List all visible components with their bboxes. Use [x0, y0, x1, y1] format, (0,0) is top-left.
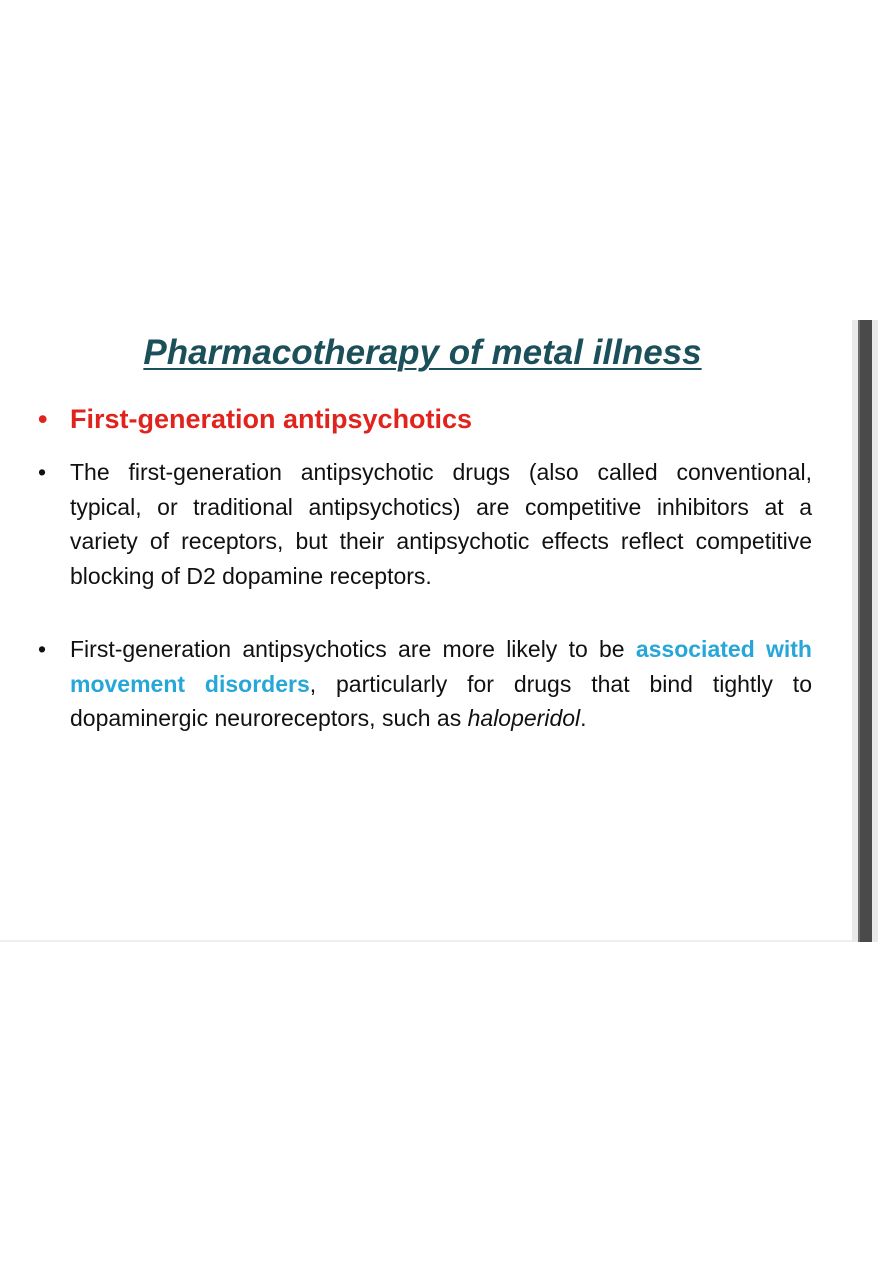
vertical-scrollbar[interactable]: [852, 320, 878, 942]
paragraph-1-text: The first-generation antipsychotic drugs (also called conventional, typical, or traditional antipsychotics) are competitive inhibitors at a variety of receptors, but their antipsychotic effects reflect competitive blocking of D2 dopamine receptors.: [70, 459, 812, 589]
slide-title: Pharmacotherapy of metal illness: [143, 333, 702, 372]
paragraph-2-text-after: .: [580, 705, 587, 731]
paragraph-2-drug-name: haloperidol: [467, 705, 581, 731]
paragraph-2: [38, 632, 812, 736]
paragraph-2-text-before: First-generation antipsychotics are more likely to be: [70, 636, 636, 662]
paragraph-2-highlight: associated with movement disorders: [70, 636, 812, 697]
paragraph-2-bullet: •: [38, 636, 47, 662]
heading-bullet: •: [38, 404, 48, 434]
paragraph-1: [38, 455, 812, 593]
section-heading-text: First-generation antipsychotics: [70, 404, 473, 434]
paragraph-2-text-middle: , particularly for drugs that bind tightly to dopaminergic neuroreceptors, such as: [70, 670, 812, 731]
paragraph-1-bullet: •: [38, 459, 47, 485]
scrollbar-thumb[interactable]: [858, 320, 872, 942]
section-heading: [38, 404, 472, 435]
slide-bottom-border: [0, 940, 852, 942]
